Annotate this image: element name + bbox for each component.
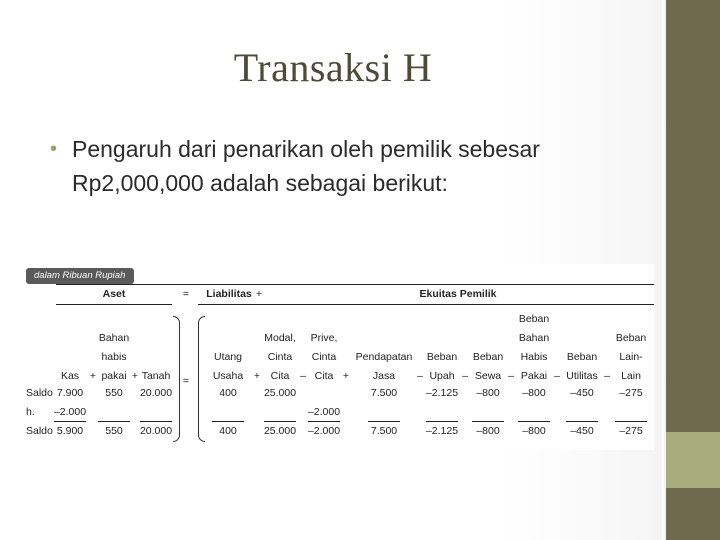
col-tanah: Tanah <box>141 370 171 382</box>
col-prive-1: Prive, <box>310 332 338 344</box>
table-cell: 20.000 <box>139 387 173 399</box>
col-upah-1: Beban <box>426 351 458 363</box>
col-lain-2: Lain- <box>619 351 643 363</box>
subtotal-rule <box>566 421 598 422</box>
row-label: Saldo <box>26 387 53 399</box>
op-minus-1: – <box>300 370 306 382</box>
equation-table <box>26 264 654 450</box>
op-plus-4: + <box>342 370 350 382</box>
subtotal-rule <box>308 421 340 422</box>
table-cell: 400 <box>219 425 237 437</box>
subtotal-rule <box>368 421 400 422</box>
col-modal-3: Cita <box>270 370 290 382</box>
table-cell: –800 <box>476 387 500 399</box>
table-cell: 7.500 <box>370 425 398 437</box>
col-pendapatan-2: Jasa <box>372 370 396 382</box>
op-minus-6: – <box>604 370 610 382</box>
table-cell: –450 <box>570 425 594 437</box>
slide-title: Transaksi H <box>233 45 433 90</box>
col-utilitas-2: Utilitas <box>566 370 598 382</box>
table-cell: 550 <box>105 387 123 399</box>
table-cell: –275 <box>619 387 643 399</box>
col-bbhp-4: Pakai <box>520 370 548 382</box>
col-prive-3: Cita <box>314 370 334 382</box>
subtotal-rule <box>140 421 172 422</box>
table-cell: –275 <box>619 425 643 437</box>
col-utilitas-1: Beban <box>566 351 598 363</box>
table-cell: –2.000 <box>53 406 87 418</box>
col-lain-3: Lain <box>621 370 641 382</box>
subtotal-rule <box>518 421 550 422</box>
left-brace <box>173 316 180 442</box>
table-cell: 400 <box>219 387 237 399</box>
table-cell: 550 <box>105 425 123 437</box>
subtotal-rule <box>264 421 296 422</box>
unit-tag: dalam Ribuan Rupiah <box>26 268 134 284</box>
col-pendapatan-1: Pendapatan <box>355 351 413 363</box>
table-cell: –800 <box>476 425 500 437</box>
col-bbhp-1: Beban <box>518 313 550 325</box>
header-aset: Aset <box>102 288 126 300</box>
subtotal-rule <box>426 421 458 422</box>
table-cell: –800 <box>522 425 546 437</box>
table-cell: 7.500 <box>370 387 398 399</box>
col-bahan-2: habis <box>101 351 127 363</box>
op-minus-4: – <box>508 370 514 382</box>
table-cell: 7.900 <box>56 387 84 399</box>
table-cell: 25.000 <box>263 425 297 437</box>
col-upah-2: Upah <box>429 370 455 382</box>
header-plus: + <box>255 288 263 300</box>
table-cell: –450 <box>570 387 594 399</box>
table-cell: –2.125 <box>425 387 459 399</box>
table-cell: 5.900 <box>56 425 84 437</box>
col-bahan-1: Bahan <box>98 332 130 344</box>
header-equals: = <box>182 288 190 300</box>
table-cell: –800 <box>522 387 546 399</box>
col-prive-2: Cinta <box>311 351 337 363</box>
subtotal-rule <box>615 421 647 422</box>
aset-rule <box>56 304 172 305</box>
subtotal-rule <box>98 421 130 422</box>
header-liabilitas: Liabilitas <box>206 288 252 300</box>
col-modal-2: Cinta <box>267 351 293 363</box>
col-sewa-1: Beban <box>472 351 504 363</box>
subtotal-rule <box>54 421 86 422</box>
col-utang-2: Usaha <box>212 370 244 382</box>
right-brace <box>198 316 205 442</box>
table-cell: –2.125 <box>425 425 459 437</box>
header-top-rule <box>56 284 654 285</box>
table-cell: –2.000 <box>307 425 341 437</box>
col-lain-1: Beban <box>615 332 647 344</box>
header-ekuitas: Ekuitas Pemilik <box>419 288 497 300</box>
op-minus-3: – <box>462 370 468 382</box>
col-modal-1: Modal, <box>264 332 296 344</box>
bullet-dot-icon: • <box>50 138 58 160</box>
col-kas: Kas <box>60 370 80 382</box>
col-sewa-2: Sewa <box>474 370 502 382</box>
col-bbhp-2: Bahan <box>518 332 550 344</box>
liab-rule <box>198 304 654 305</box>
op-plus-2: + <box>131 370 139 382</box>
subtotal-rule <box>472 421 504 422</box>
table-cell: –2.000 <box>307 406 341 418</box>
row-label: Saldo <box>26 425 53 437</box>
table-cell: 25.000 <box>263 387 297 399</box>
eq-sign-left: = <box>182 375 190 387</box>
op-minus-5: – <box>554 370 560 382</box>
row-label: h. <box>26 406 35 418</box>
bullet-text: Pengaruh dari penarikan oleh pemilik sebesar Rp2,000,000 adalah sebagai berikut: <box>72 136 540 196</box>
col-utang-1: Utang <box>213 351 243 363</box>
col-bbhp-3: Habis <box>520 351 548 363</box>
subtotal-rule <box>212 421 244 422</box>
op-plus-3: + <box>253 370 261 382</box>
op-plus-1: + <box>89 370 97 382</box>
side-decor-accent <box>666 432 720 488</box>
op-minus-2: – <box>417 370 423 382</box>
bullet-item <box>50 132 650 200</box>
table-cell: 20.000 <box>139 425 173 437</box>
col-bahan-3: pakai <box>101 370 127 382</box>
